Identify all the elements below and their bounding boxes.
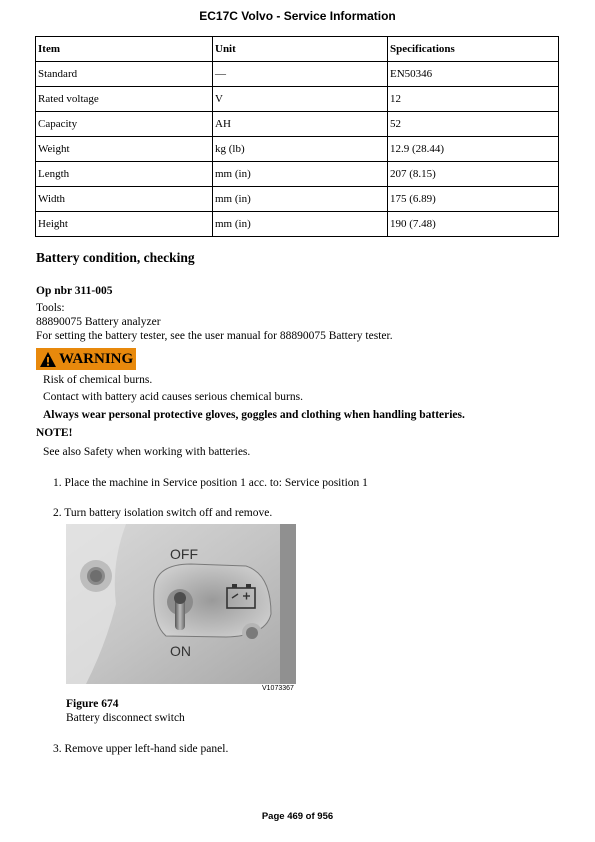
table-cell: 175 (6.89) xyxy=(388,187,559,212)
step-2: 2. Turn battery isolation switch off and remove. xyxy=(53,507,273,519)
table-cell: 12.9 (28.44) xyxy=(388,137,559,162)
warning-line: Risk of chemical burns. xyxy=(43,374,153,386)
warning-label: WARNING xyxy=(59,350,134,367)
column-header-specifications: Specifications xyxy=(388,37,559,62)
warning-line: Contact with battery acid causes serious chemical burns. xyxy=(43,391,303,403)
table-cell: Weight xyxy=(36,137,213,162)
note-text: See also Safety when working with batteries. xyxy=(43,446,251,458)
photo-illustration xyxy=(66,524,296,684)
figure-caption: Battery disconnect switch xyxy=(66,712,185,724)
table-row xyxy=(36,137,559,162)
table-row xyxy=(36,112,559,137)
table-cell: mm (in) xyxy=(213,187,388,212)
table-header-row xyxy=(36,37,559,62)
table-cell: Length xyxy=(36,162,213,187)
tool-note: For setting the battery tester, see the user manual for 88890075 Battery tester. xyxy=(36,330,393,342)
column-header-unit: Unit xyxy=(213,37,388,62)
table-cell: Height xyxy=(36,212,213,237)
page-header: EC17C Volvo - Service Information xyxy=(199,9,396,23)
figure-title: Figure 674 xyxy=(66,698,119,710)
column-header-item: Item xyxy=(36,37,213,62)
table-cell: 190 (7.48) xyxy=(388,212,559,237)
table-cell: — xyxy=(213,62,388,87)
table-row xyxy=(36,62,559,87)
table-cell: 52 xyxy=(388,112,559,137)
battery-spec-table xyxy=(35,36,559,237)
table-cell: 207 (8.15) xyxy=(388,162,559,187)
photo-label-on: ON xyxy=(170,643,191,659)
step-1: 1. Place the machine in Service position 1 acc. to: Service position 1 xyxy=(53,477,368,489)
table-cell: mm (in) xyxy=(213,162,388,187)
table-row xyxy=(36,87,559,112)
table-cell: Rated voltage xyxy=(36,87,213,112)
page-footer: Page 469 of 956 xyxy=(261,811,334,822)
step-3: 3. Remove upper left-hand side panel. xyxy=(53,743,229,755)
table-cell: AH xyxy=(213,112,388,137)
tools-label: Tools: xyxy=(36,302,65,314)
warning-badge xyxy=(36,348,136,370)
table-cell: Standard xyxy=(36,62,213,87)
image-id: V1073367 xyxy=(262,685,294,692)
table-row xyxy=(36,187,559,212)
warning-emphasis: Always wear personal protective gloves, goggles and clothing when handling batteries. xyxy=(43,409,465,421)
operation-number: Op nbr 311-005 xyxy=(36,285,113,297)
note-label: NOTE! xyxy=(36,427,73,439)
table-row xyxy=(36,212,559,237)
table-cell: V xyxy=(213,87,388,112)
table-cell: Capacity xyxy=(36,112,213,137)
section-title: Battery condition, checking xyxy=(36,250,195,265)
table-cell: Width xyxy=(36,187,213,212)
table-cell: kg (lb) xyxy=(213,137,388,162)
table-cell: mm (in) xyxy=(213,212,388,237)
tool-item: 88890075 Battery analyzer xyxy=(36,316,161,328)
warning-triangle-icon xyxy=(39,351,57,368)
table-cell: 12 xyxy=(388,87,559,112)
photo-label-off: OFF xyxy=(170,546,198,562)
table-cell: EN50346 xyxy=(388,62,559,87)
table-row xyxy=(36,162,559,187)
battery-switch-photo xyxy=(66,524,296,684)
